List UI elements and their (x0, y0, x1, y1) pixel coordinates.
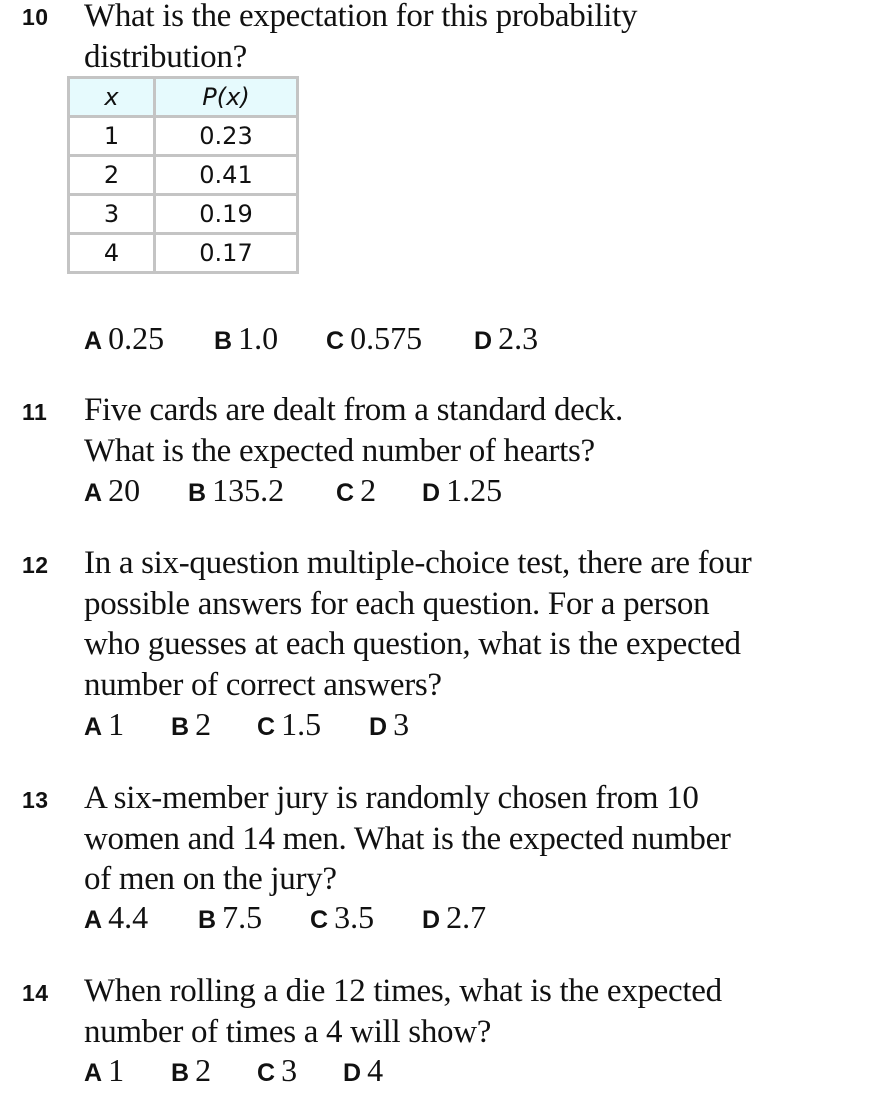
option-a: A 20 (84, 472, 141, 508)
stem-line: When rolling a die 12 times, what is the expected (84, 973, 722, 1009)
column-header-x: x (69, 78, 155, 117)
table-header-row (69, 78, 298, 117)
answer-options (84, 1052, 383, 1089)
table-cell: 2 (69, 156, 155, 195)
probability-table (67, 76, 299, 274)
table-cell: 0.23 (155, 117, 298, 156)
option-d: D 3 (369, 706, 410, 742)
question-stem (84, 390, 623, 471)
stem-line: possible answers for each question. For a person (84, 585, 710, 622)
option-b: B 135.2 (188, 472, 285, 508)
table-row (69, 234, 298, 273)
question-number: 13 (22, 787, 49, 813)
table-cell: 4 (69, 234, 155, 273)
stem-line: In a six-question multiple-choice test, there are four (84, 545, 752, 581)
table-row (69, 156, 298, 195)
option-a: A 1 (84, 1052, 125, 1088)
question-stem (84, 543, 751, 705)
option-b: B 1.0 (214, 320, 279, 356)
table-row (69, 195, 298, 234)
option-c: C 3.5 (310, 899, 375, 935)
option-d: D 2.7 (422, 899, 487, 935)
table-row (69, 117, 298, 156)
option-d: D 4 (343, 1052, 384, 1088)
stem-line: number of correct answers? (84, 666, 442, 703)
option-a: A 1 (84, 706, 125, 742)
question-stem (84, 971, 722, 1052)
answer-options (84, 472, 502, 509)
option-c: C 0.575 (326, 320, 423, 356)
option-a: A 0.25 (84, 320, 165, 356)
table-cell: 3 (69, 195, 155, 234)
option-c: C 2 (336, 472, 377, 508)
option-c: C 1.5 (257, 706, 322, 742)
table-cell: 0.41 (155, 156, 298, 195)
option-b: B 7.5 (198, 899, 263, 935)
table-cell: 0.19 (155, 195, 298, 234)
question-stem (84, 778, 731, 900)
option-d: D 1.25 (422, 472, 503, 508)
column-header-px: P(x) (155, 78, 298, 117)
stem-line: number of times a 4 will show? (84, 1013, 492, 1050)
stem-line: who guesses at each question, what is the expected (84, 626, 741, 662)
option-b: B 2 (171, 706, 212, 742)
question-number: 10 (22, 4, 49, 30)
question-number: 11 (22, 399, 48, 425)
option-d: D 2.3 (474, 320, 539, 356)
stem-line: of men on the jury? (84, 861, 337, 897)
stem-line: distribution? (84, 38, 247, 75)
question-stem (84, 0, 637, 77)
option-c: C 3 (257, 1052, 298, 1088)
stem-line: What is the expectation for this probability (84, 0, 638, 34)
stem-line: Five cards are dealt from a standard deck. (84, 392, 623, 428)
question-number: 12 (22, 552, 49, 578)
stem-line: What is the expected number of hearts? (84, 432, 595, 469)
stem-line: A six-member jury is randomly chosen from 10 (84, 780, 699, 816)
answer-options (84, 899, 486, 936)
question-number: 14 (22, 980, 49, 1006)
answer-options (84, 706, 409, 743)
table-cell: 0.17 (155, 234, 298, 273)
answer-options (84, 320, 538, 357)
stem-line: women and 14 men. What is the expected number (84, 820, 731, 857)
option-a: A 4.4 (84, 899, 149, 935)
option-b: B 2 (171, 1052, 212, 1088)
table-cell: 1 (69, 117, 155, 156)
